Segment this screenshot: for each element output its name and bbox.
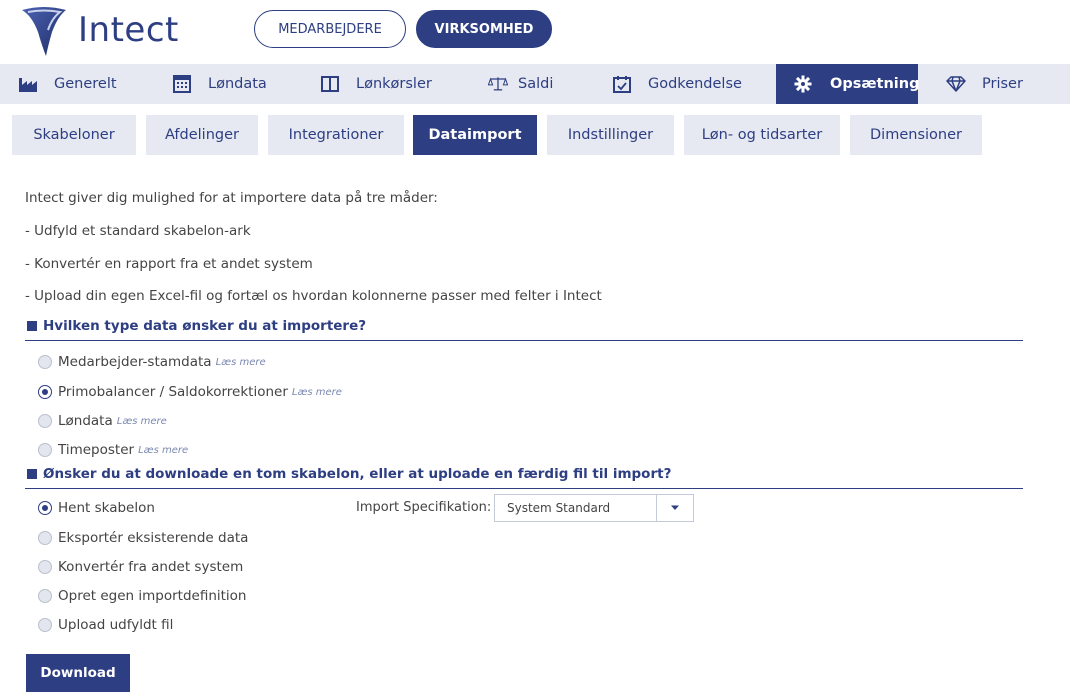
intect-logo[interactable] — [18, 2, 238, 58]
scale-icon — [488, 74, 508, 94]
nav-item-saldi[interactable] — [488, 64, 588, 104]
read-more-link[interactable]: Læs mere — [116, 415, 167, 427]
radio-button[interactable] — [38, 355, 52, 369]
intro-bullet: - Konvertér en rapport fra et andet system — [25, 256, 313, 272]
tab-skabeloner[interactable]: Skabeloner — [12, 115, 136, 155]
nav-item-londata[interactable] — [172, 64, 302, 104]
nav-item-godkendelse[interactable] — [612, 64, 762, 104]
section-heading-data-type: Hvilken type data ønsker du at importere? — [25, 318, 1023, 341]
nav-label: Lønkørsler — [356, 76, 432, 92]
app-header — [0, 0, 1070, 60]
radio-primobalancer[interactable]: Primobalancer / Saldokorrektioner Læs mere — [38, 382, 342, 402]
radio-button-selected[interactable] — [38, 501, 52, 515]
intect-logo-icon — [18, 2, 70, 58]
sub-nav — [0, 115, 1070, 155]
radio-button[interactable] — [38, 618, 52, 632]
radio-medarbejder-stamdata[interactable]: Medarbejder-stamdata Læs mere — [38, 352, 266, 372]
intro-lead: Intect giver dig mulighed for at importere data på tre måder: — [25, 190, 438, 206]
nav-item-generelt[interactable] — [18, 64, 148, 104]
tab-lon-og-tidsarter[interactable]: Løn- og tidsarter — [684, 115, 840, 155]
radio-timeposter[interactable]: Timeposter Læs mere — [38, 440, 188, 460]
radio-button[interactable] — [38, 531, 52, 545]
gear-icon — [794, 74, 812, 94]
tab-dimensioner[interactable]: Dimensioner — [850, 115, 982, 155]
intro-bullet: - Upload din egen Excel-fil og fortæl os hvordan kolonnerne passer med felter i Intect — [25, 288, 602, 304]
radio-konverter[interactable]: Konvertér fra andet system — [38, 557, 243, 577]
nav-item-opsaetning[interactable] — [776, 64, 918, 104]
import-spec-select[interactable] — [494, 494, 694, 522]
radio-button[interactable] — [38, 443, 52, 457]
diamond-icon — [946, 74, 966, 94]
nav-label: Generelt — [54, 76, 117, 92]
chevron-down-icon[interactable] — [656, 495, 693, 521]
nav-label: Godkendelse — [648, 76, 742, 92]
factory-icon — [18, 74, 38, 94]
tab-indstillinger[interactable]: Indstillinger — [547, 115, 674, 155]
employees-toggle-button[interactable]: MEDARBEJDERE — [254, 10, 406, 48]
columns-icon — [320, 74, 340, 94]
tab-afdelinger[interactable]: Afdelinger — [146, 115, 258, 155]
nav-item-lonkorsler[interactable] — [320, 64, 470, 104]
read-more-link[interactable]: Læs mere — [291, 386, 342, 398]
nav-label: Løndata — [208, 76, 267, 92]
square-bullet-icon — [27, 469, 37, 479]
radio-upload-fil[interactable]: Upload udfyldt fil — [38, 615, 173, 635]
import-spec-label: Import Specifikation: — [356, 500, 492, 515]
nav-label: Saldi — [518, 76, 554, 92]
read-more-link[interactable]: Læs mere — [138, 444, 189, 456]
radio-button[interactable] — [38, 560, 52, 574]
radio-opret-importdefinition[interactable]: Opret egen importdefinition — [38, 586, 247, 606]
section-heading-action: Ønsker du at downloade en tom skabelon, eller at uploade en færdig fil til import? — [25, 466, 1023, 489]
import-spec-value: System Standard — [507, 501, 611, 515]
calculator-icon — [172, 74, 192, 94]
company-toggle-button[interactable]: VIRKSOMHED — [416, 10, 552, 48]
read-more-link[interactable]: Læs mere — [215, 356, 266, 368]
main-nav — [0, 64, 1070, 104]
radio-button[interactable] — [38, 589, 52, 603]
radio-button-selected[interactable] — [38, 385, 52, 399]
intro-bullet: - Udfyld et standard skabelon-ark — [25, 223, 251, 239]
square-bullet-icon — [27, 321, 37, 331]
tab-dataimport[interactable]: Dataimport — [413, 115, 537, 155]
nav-label: Opsætning — [830, 76, 920, 92]
radio-londata[interactable]: Løndata Læs mere — [38, 411, 167, 431]
nav-label: Priser — [982, 76, 1023, 92]
tab-integrationer[interactable]: Integrationer — [268, 115, 404, 155]
download-button[interactable]: Download — [26, 654, 130, 692]
logo-text: Intect — [78, 10, 179, 50]
calendar-check-icon — [612, 74, 632, 94]
radio-hent-skabelon[interactable]: Hent skabelon — [38, 498, 155, 518]
nav-item-priser[interactable] — [946, 64, 1056, 104]
radio-button[interactable] — [38, 414, 52, 428]
radio-eksporter-data[interactable]: Eksportér eksisterende data — [38, 528, 248, 548]
